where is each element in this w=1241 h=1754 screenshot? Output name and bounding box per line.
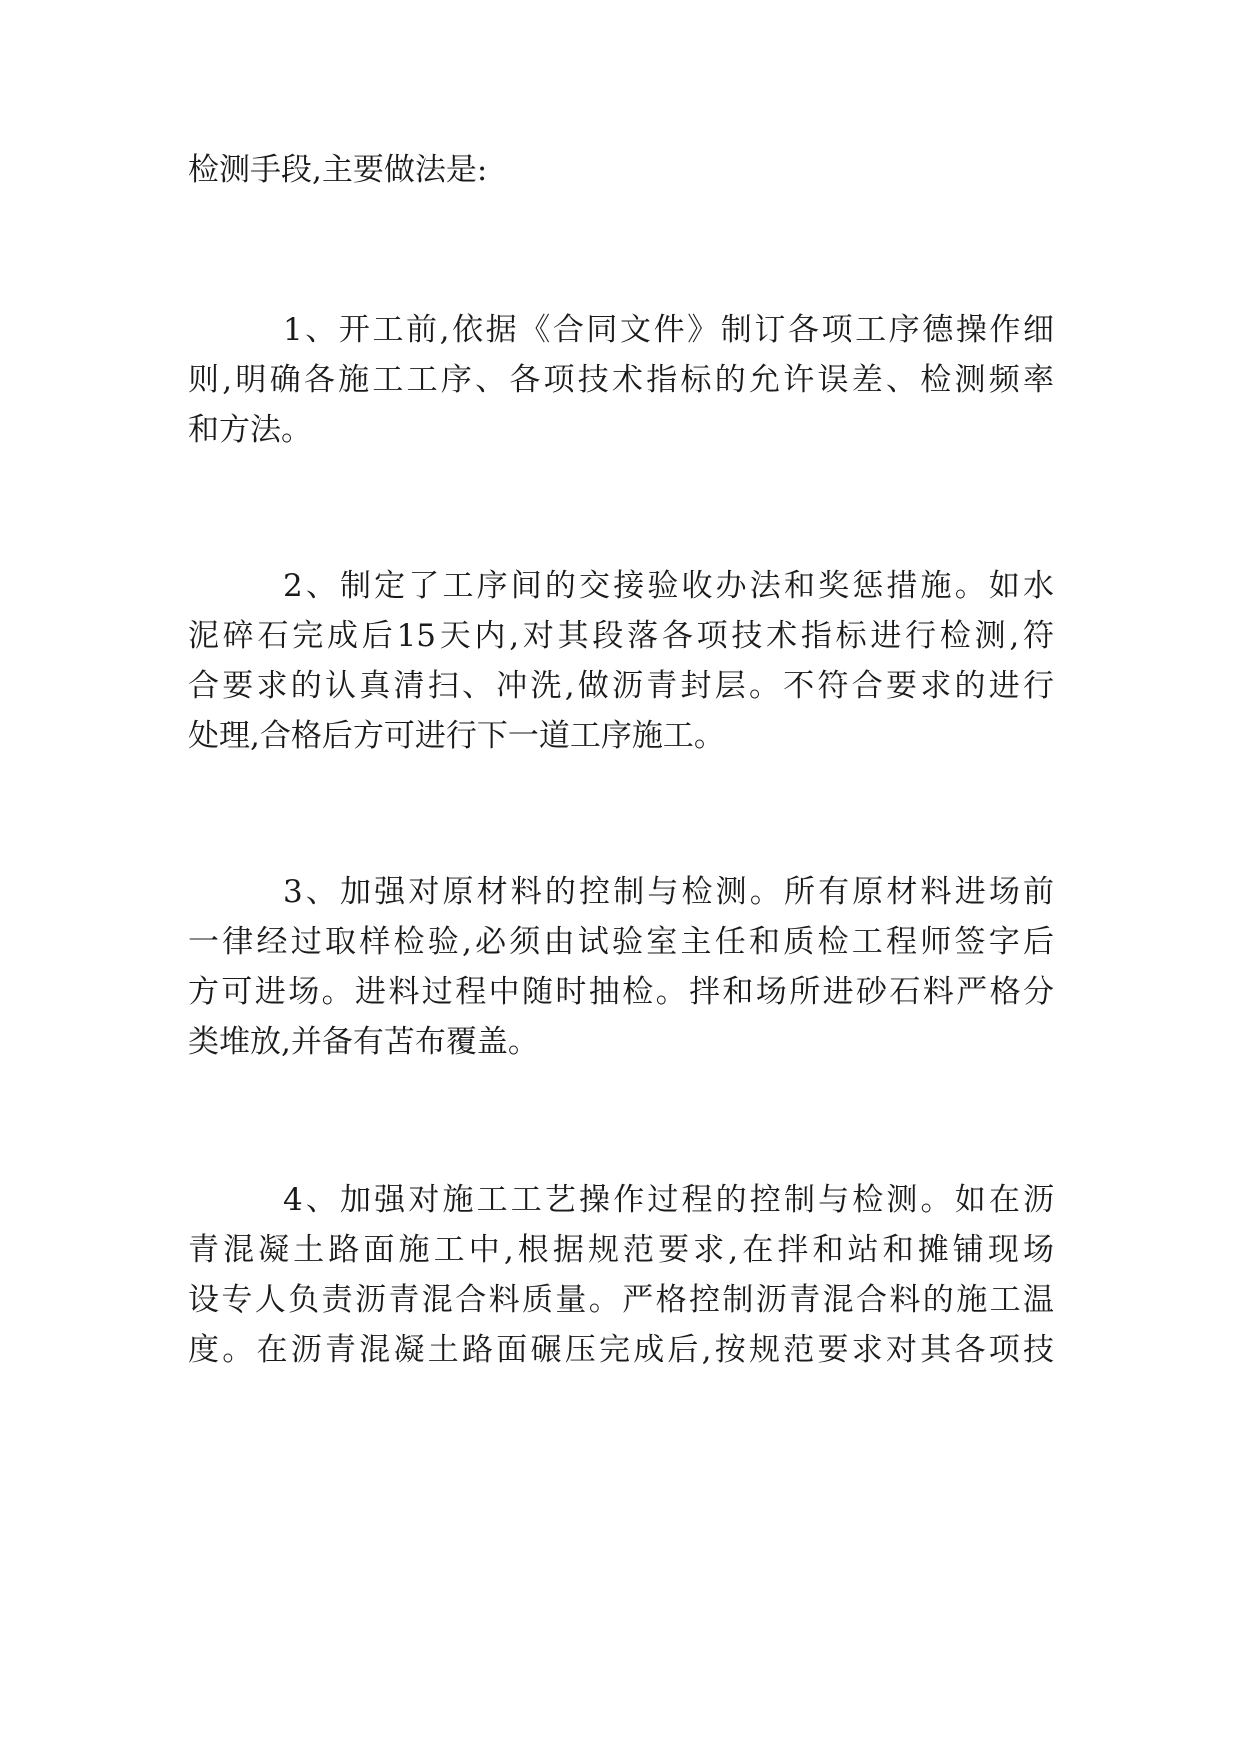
item-2-line-4: 处理,合格后方可进行下一道工序施工。 bbox=[188, 718, 725, 754]
item-4-line-1: 4、加强对施工工艺操作过程的控制与检测。如在沥 bbox=[283, 1182, 1054, 1218]
item-3-line-2: 一律经过取样检验,必须由试验室主任和质检工程师签字后 bbox=[188, 924, 1054, 960]
item-2-line-2: 泥碎石完成后15天内,对其段落各项技术指标进行检测,符 bbox=[188, 618, 1054, 654]
item-1-line-3: 和方法。 bbox=[188, 412, 312, 448]
item-2-line-3: 合要求的认真清扫、冲洗,做沥青封层。不符合要求的进行 bbox=[188, 668, 1054, 704]
item-2-line-1: 2、制定了工序间的交接验收办法和奖惩措施。如水 bbox=[283, 568, 1054, 604]
item-3-line-4: 类堆放,并备有苫布覆盖。 bbox=[188, 1024, 539, 1060]
item-3-line-3: 方可进场。进料过程中随时抽检。拌和场所进砂石料严格分 bbox=[188, 974, 1054, 1010]
item-4-line-2: 青混凝土路面施工中,根据规范要求,在拌和站和摊铺现场 bbox=[188, 1232, 1054, 1268]
item-4-line-4: 度。在沥青混凝土路面碾压完成后,按规范要求对其各项技 bbox=[188, 1332, 1054, 1368]
intro-line: 检测手段,主要做法是: bbox=[188, 152, 488, 188]
item-4-line-3: 设专人负责沥青混合料质量。严格控制沥青混合料的施工温 bbox=[188, 1282, 1054, 1318]
item-1-line-1: 1、开工前,依据《合同文件》制订各项工序德操作细 bbox=[283, 312, 1054, 348]
item-1-line-2: 则,明确各施工工序、各项技术指标的允许误差、检测频率 bbox=[188, 362, 1054, 398]
item-3-line-1: 3、加强对原材料的控制与检测。所有原材料进场前 bbox=[283, 874, 1054, 910]
